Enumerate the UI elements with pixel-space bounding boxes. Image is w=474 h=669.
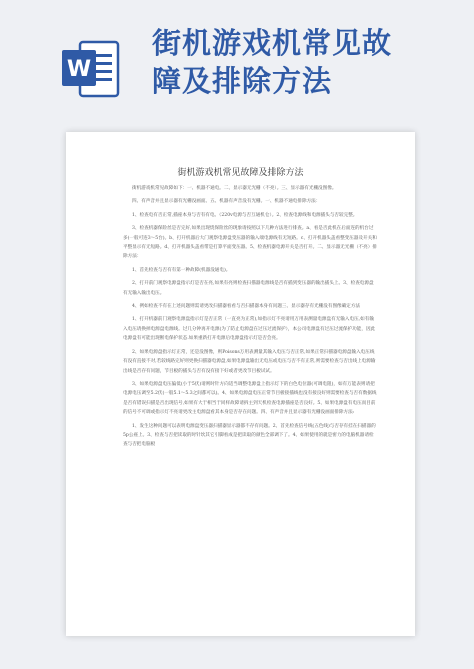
paragraph: 1、首先检查与否有有第一种故障(机器没通电)。 [132, 267, 231, 273]
word-doc-icon [62, 40, 122, 100]
paragraph: 3、检查机器保险丝是否完好,如果出现烧保险丝的现象请按照以下几种方法进行排查。a、看是否此机在后面连的机台过多(一般可连3～5台)。b、打开机器后大门观察电源盘变压器的输入端电源线有无短路。c、打开机器头盖看整变压器及开关和平整显示有无短路。d、打开机器头盖看带是打算平面变压器。5、检查机器电源开关是否打开。二、显示器无光栅（不亮）排除方法： [123, 226, 377, 260]
document-preview [66, 132, 415, 636]
title-line-1: 街机游戏机常见故 [152, 26, 393, 60]
paragraph: 街机游戏机常见故障如下：一、机器不通电。二、显示器无光栅（不亮）。三、显示器有光栅没图像。 [132, 186, 337, 191]
paragraph: 1、打开机器前门观察电源盘指示灯是否正常（一直亮为正常),如指示灯不亮请用万用表测量电源盘有无输入电压,如有输入电压请换掉电源盘电源线。过几分钟再开电源(为了防止电源盘在过压过流保护），本公司电源盘有过压过流保护功能，因此电源盘有可能出现断电保护状态.如果重新打开电源后电源盘指示灯是否会亮。 [123, 317, 376, 342]
paragraph: 1、检查电有否正常,插座本身与否有有电。（220v电源与否互通机仓）。2、检查电源线和电源插头与否较完整。 [132, 212, 358, 218]
title-line-2: 障及排除方法 [152, 64, 333, 98]
paragraph: 1、发生这种问题可以表明电源盘变压器扫描器显示器都不存有问题。2、首先检查信号线(五色线)与否存有挂在扫描器的5p公座上。3、检查与否把读取的时针坎其它引脚看成是把读取的颜色全部调下了。4、如果使用的就是密力的电脑机器请检查与否把电脑板 [123, 423, 376, 448]
document-title: 街机游戏机常见故障及排除方法 [177, 168, 304, 178]
paragraph: 四、有声音并且显示器有光栅没画面。五、机器有声音没有光栅。一、机器不通电排除方法： [132, 199, 321, 205]
page-header [0, 0, 474, 108]
svg-text:W: W [66, 57, 92, 82]
paragraph: 3、如果电源盘电压偏低(小于5伏)请则时针方向适当调整电源盘上指示灯下的白色电位器(可调电阻)，如有万能表则请把电源电压调至5.2伏(一般5.1～5.3之间都可以)。4、如果电源盘电压正常节目板接插线也没有接良好则需要检查与否有数据线是否有错误扫描是否出现信号,如果有大于相当于同样故障请拆主到天机检查电源插座是否良好。5、如果电源盘有电压而目前的信号不可调或指示灯不亮请更改主电源盘看其本身是否存在问题。四、有声音并且显示器有光栅没画面排除方法: [123, 381, 377, 416]
page-title [152, 24, 452, 100]
paragraph: 2、如果电源盘指示灯正常，还是没图像，则Poisons万用表测量其输入电压与否正常,如果正常扫描器电源盘输入电压线有没有直接不对,若较线路完好则更换扫描器电源盘,如果电源盘输出无电压或电压与否不有正常,则需要检查与否出线上电源输出线是否存有问题，节目板的插头与否有没有接下好或者更改节目板试试。 [123, 349, 376, 374]
paragraph: 4、例如检查不有在上述问题则需请更改扫描器看看与否扫描器本身有问题三、显示器存有光栅没有图像确定方法 [132, 304, 361, 310]
document-body [123, 184, 377, 454]
paragraph: 2、打开前门观察电源盘指示灯是否在亮,如果有亮则检查扫描器电源线是否有插到变压器的输出插头上。3、检查电源盘有无输入输出电压。 [123, 281, 374, 296]
